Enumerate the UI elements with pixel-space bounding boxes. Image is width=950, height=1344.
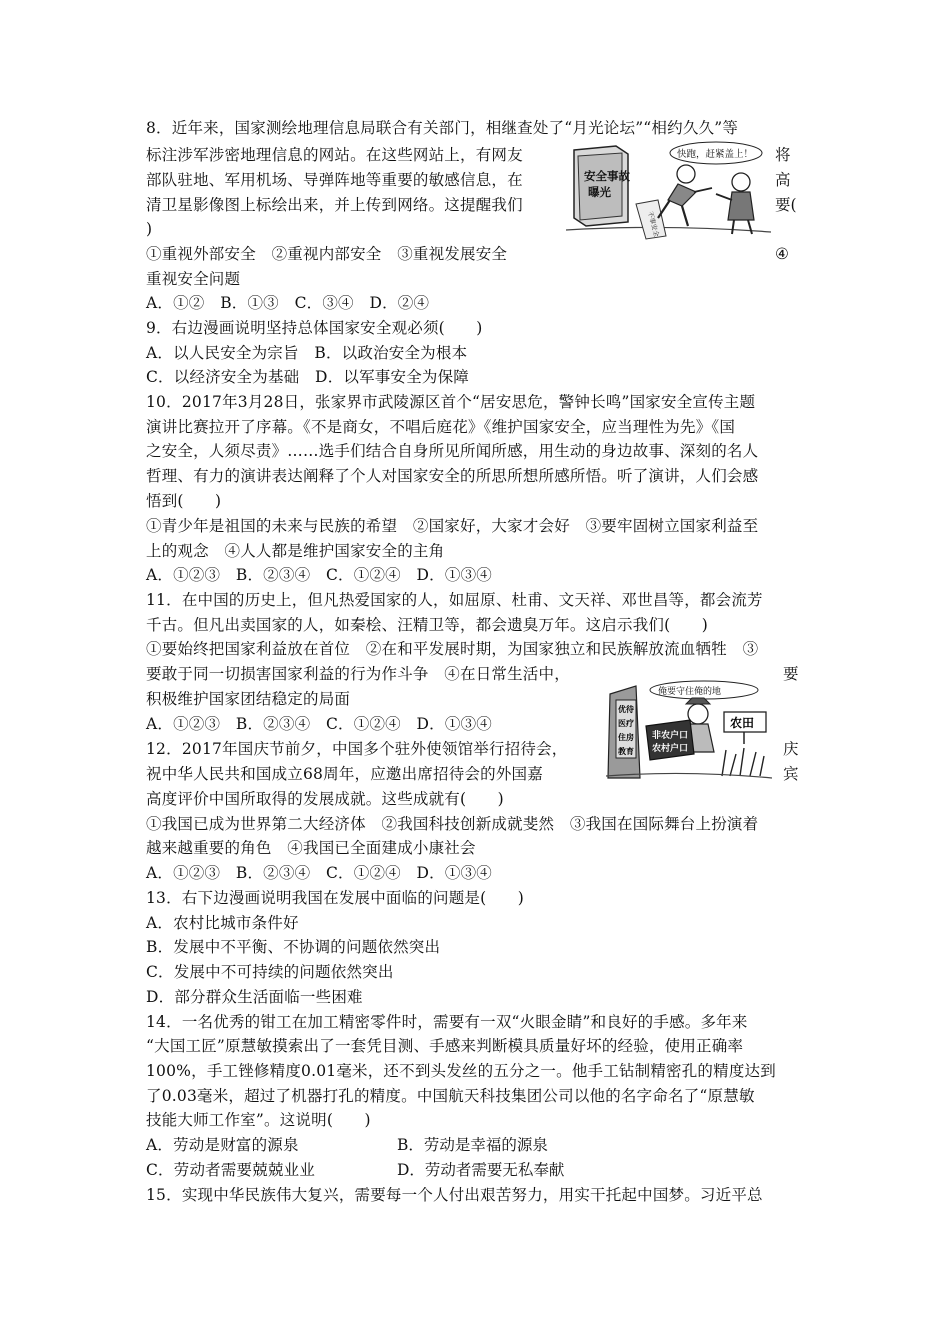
q12-line-2-tail: 宾 (783, 765, 799, 783)
q14-line-5: 技能大师工作室”。这说明( ) (146, 1111, 371, 1129)
q14-line-2: “大国工匠”原慧敏摸索出了一套凭目测、手感来判断模具质量好坏的经验，使用正确率 (146, 1037, 744, 1055)
q11-line-1: 11．在中国的历史上，但凡热爱国家的人，如屈原、杜甫、文天祥、邓世昌等，都会流芳 (146, 591, 763, 609)
tag-3: 住房 (618, 733, 634, 742)
q8-line-2: 标注涉军涉密地理信息的网站。在这些网站上，有网友 (146, 146, 523, 164)
q12-line-3: 高度评价中国所取得的发展成就。这些成就有( ) (146, 790, 504, 808)
q14-option-c: C．劳动者需要兢兢业业 (146, 1161, 316, 1179)
q12-answers: A．①②③ B．②③④ C．①②④ D．①③④ (146, 864, 492, 882)
safety-exposure-cartoon (566, 140, 771, 240)
q12-line-5: 越来越重要的角色 ④我国已全面建成小康社会 (146, 839, 476, 857)
q10-line-2: 演讲比赛拉开了序幕。《不是商女，不唱后庭花》《维护国家安全，应当理性为先》《国 (146, 418, 736, 436)
q11-line-4-tail: 要 (783, 665, 799, 683)
q10-line-4: 哲理、有力的演讲表达阐释了个人对国家安全的所思所想所感所悟。听了演讲，人们会感 (146, 467, 759, 485)
tag-2: 医疗 (618, 719, 634, 728)
q13-option-b: B．发展中不平衡、不协调的问题依然突出 (146, 938, 441, 956)
q14-option-d: D．劳动者需要无私奉献 (397, 1161, 565, 1179)
q10-answers: A．①②③ B．②③④ C．①②④ D．①③④ (146, 566, 492, 584)
q14-option-a: A．劳动是财富的源泉 (146, 1136, 299, 1154)
q8-line-5: ) (146, 220, 153, 238)
cartoon-sign-line-1: 安全事故 (584, 169, 630, 183)
q12-line-1: 12．2017年国庆节前夕，中国多个驻外使领馆举行招待会， (146, 740, 568, 758)
q8-line-7: 重视安全问题 (146, 270, 241, 288)
q8-line-3-tail: 高 (775, 171, 791, 189)
q10-line-1: 10．2017年3月28日，张家界市武陵源区首个“居安思危，警钟长鸣”国家安全宣传主题 (146, 393, 756, 411)
farmland-sign: 农田 (730, 716, 755, 730)
q10-line-3: 之安全，人须尽责》……选手们结合自身所见所闻所感，用生动的身边故事、深刻的名人 (146, 442, 759, 460)
q8-line-2-tail: 将 (775, 146, 791, 164)
q9-line-1: 9．右边漫画说明坚持总体国家安全观必须( ) (146, 319, 483, 337)
q14-line-3: 100%，手工锉修精度0.01毫米，还不到头发丝的五分之一。他手工钻制精密孔的精度达到 (146, 1062, 776, 1080)
q11-line-2: 千古。但凡出卖国家的人，如秦桧、汪精卫等，都会遗臭万年。这启示我们( ) (146, 616, 708, 634)
q14-line-4: 了0.03毫米，超过了机器打孔的精度。中国航天科技集团公司以他的名字命名了“原慧敏 (146, 1087, 755, 1105)
farmer-speech-bubble: 俺要守住俺的地 (658, 687, 722, 697)
q8-line-1: 8．近年来，国家测绘地理信息局联合有关部门，相继查处了“月光论坛”“相约久久”等 (146, 119, 739, 137)
q10-line-5: 悟到( ) (146, 492, 222, 510)
q8-line-6-tail: ④ (775, 245, 789, 263)
q8-line-6: ①重视外部安全 ②重视内部安全 ③重视发展安全 (146, 245, 508, 263)
farmland-cartoon (606, 680, 772, 780)
q13-option-d: D．部分群众生活面临一些困难 (146, 988, 363, 1006)
wall-sign-line-1: 非农户口 (652, 731, 689, 741)
q15-line-1: 15．实现中华民族伟大复兴，需要每一个人付出艰苦努力，用实干托起中国梦。习近平总 (146, 1186, 763, 1204)
q8-line-4-tail: 要( (775, 196, 797, 214)
q10-line-7: 上的观念 ④人人都是维护国家安全的主角 (146, 542, 445, 560)
cartoon-slip-text: 不事安全 (646, 210, 661, 238)
tag-1: 优待 (618, 705, 634, 714)
q13-line-1: 13．右下边漫画说明我国在发展中面临的问题是( ) (146, 889, 525, 907)
q14-line-1: 14．一名优秀的钳工在加工精密零件时，需要有一双“火眼金睛”和良好的手感。多年来 (146, 1013, 748, 1031)
q11-line-3: ①要始终把国家利益放在首位 ②在和平发展时期，为国家独立和民族解放流血牺牲 ③ (146, 640, 759, 658)
q9-option-cd: C．以经济安全为基础 D．以军事安全为保障 (146, 368, 469, 386)
q13-option-c: C．发展中不可持续的问题依然突出 (146, 963, 394, 981)
cartoon-sign-line-2: 曝光 (588, 185, 611, 199)
cartoon-speech-bubble: 快跑，赶紧盖上！ (677, 149, 754, 160)
q14-option-b: B．劳动是幸福的源泉 (397, 1136, 548, 1154)
q9-option-ab: A．以人民安全为宗旨 B．以政治安全为根本 (146, 344, 468, 362)
wall-sign-line-2: 农村户口 (652, 744, 689, 754)
q11-answers: A．①②③ B．②③④ C．①②④ D．①③④ (146, 715, 492, 733)
q12-line-1-tail: 庆 (783, 740, 799, 758)
q8-line-3: 部队驻地、军用机场、导弹阵地等重要的敏感信息，在 (146, 171, 523, 189)
q12-line-2: 祝中华人民共和国成立68周年，应邀出席招待会的外国嘉 (146, 765, 543, 783)
q8-line-4: 清卫星影像图上标绘出来，并上传到网络。这提醒我们 (146, 196, 523, 214)
q12-line-4: ①我国已成为世界第二大经济体 ②我国科技创新成就斐然 ③我国在国际舞台上扮演着 (146, 815, 759, 833)
tag-4: 教育 (618, 747, 634, 756)
q11-line-5: 积极维护国家团结稳定的局面 (146, 690, 351, 708)
q11-line-4: 要敢于同一切损害国家利益的行为作斗争 ④在日常生活中， (146, 665, 570, 683)
q10-line-6: ①青少年是祖国的未来与民族的希望 ②国家好，大家才会好 ③要牢固树立国家利益至 (146, 517, 759, 535)
q13-option-a: A．农村比城市条件好 (146, 914, 299, 932)
q8-answers: A．①② B．①③ C．③④ D．②④ (146, 294, 430, 312)
